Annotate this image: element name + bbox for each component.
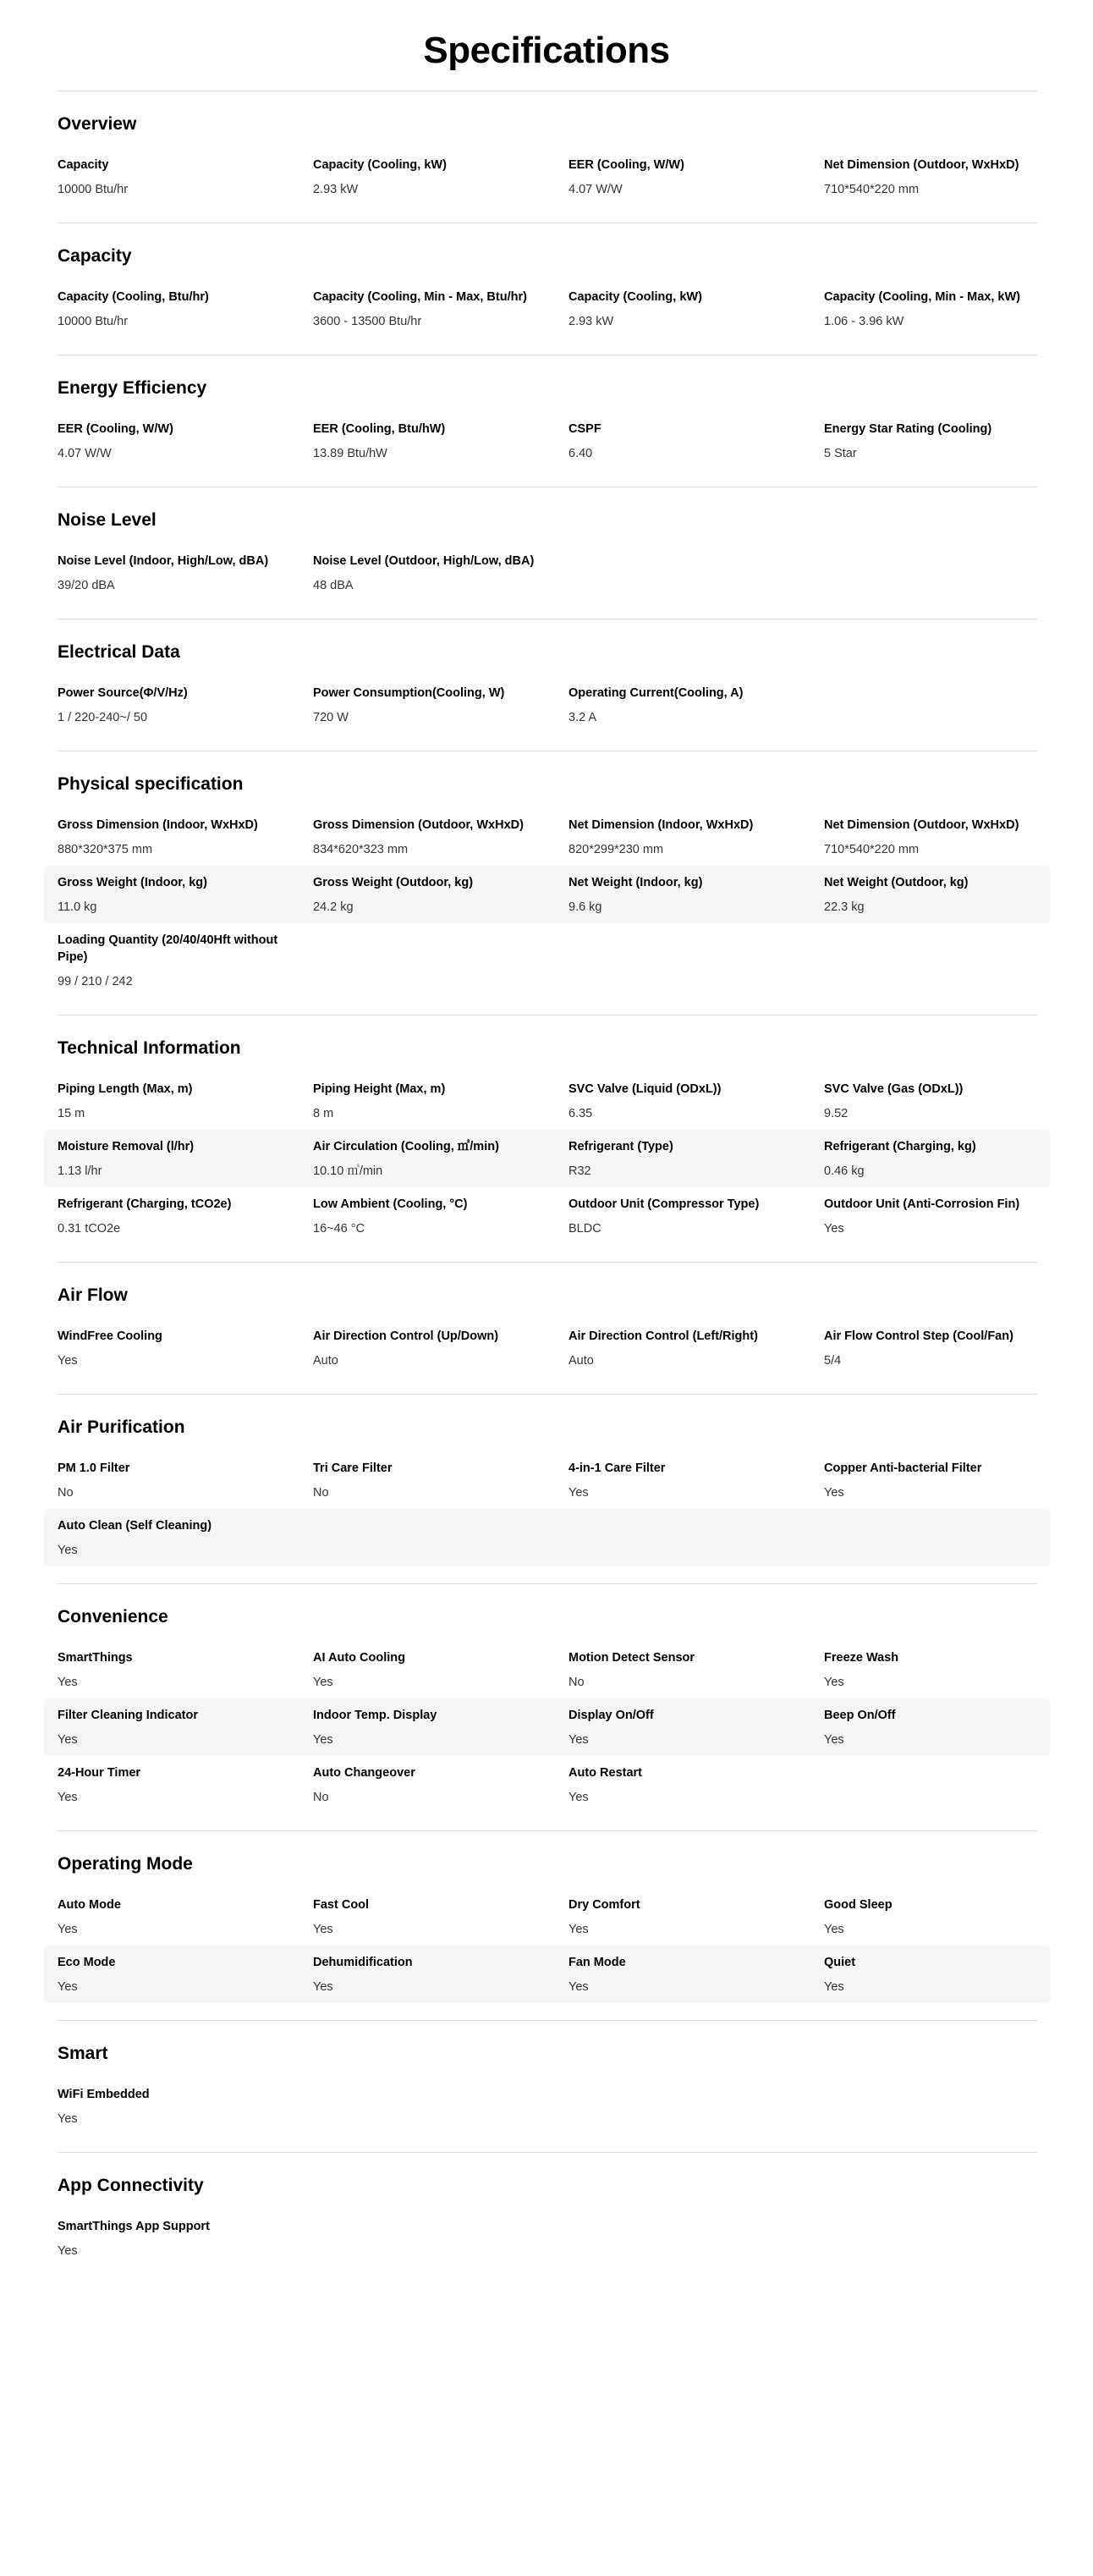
spec-label: SVC Valve (Gas (ODxL)) xyxy=(824,1082,964,1096)
spec-label: Gross Weight (Outdoor, kg) xyxy=(313,876,474,889)
spec-label: Tri Care Filter xyxy=(313,1461,393,1475)
spec-value: Yes xyxy=(58,1733,78,1747)
spec-label: Motion Detect Sensor xyxy=(568,1651,695,1665)
spec-label: Capacity (Cooling, kW) xyxy=(313,158,447,172)
spec-value: 10000 Btu/hr xyxy=(58,315,129,328)
spec-item xyxy=(568,421,824,462)
spec-section xyxy=(58,487,1037,619)
spec-item xyxy=(313,1896,568,1938)
spec-item xyxy=(568,874,824,916)
spec-item xyxy=(568,1328,824,1369)
spec-value: 13.89 Btu/hW xyxy=(313,447,387,460)
spec-value: 39/20 dBA xyxy=(58,579,115,592)
spec-item xyxy=(313,553,568,594)
spec-item xyxy=(824,1460,1079,1501)
spec-value: Yes xyxy=(824,1486,844,1500)
spec-value: 5 Star xyxy=(824,447,857,460)
spec-row xyxy=(44,280,1051,338)
spec-item xyxy=(313,1138,568,1180)
spec-label: Outdoor Unit (Anti-Corrosion Fin) xyxy=(824,1197,1020,1211)
section-title: Air Purification xyxy=(58,1417,185,1437)
spec-rows xyxy=(44,544,1051,602)
spec-value: Yes xyxy=(58,1544,78,1557)
spec-rows xyxy=(44,148,1051,206)
spec-value: Yes xyxy=(313,1923,333,1936)
spec-item xyxy=(58,289,313,330)
spec-label: Noise Level (Indoor, High/Low, dBA) xyxy=(58,554,269,568)
spec-row xyxy=(44,148,1051,206)
spec-value: BLDC xyxy=(568,1222,601,1236)
spec-value: 5/4 xyxy=(824,1354,842,1368)
spec-item xyxy=(568,1460,824,1501)
spec-value: Yes xyxy=(58,1923,78,1936)
spec-item xyxy=(568,685,824,726)
spec-row xyxy=(44,1946,1051,2003)
spec-label: Outdoor Unit (Compressor Type) xyxy=(568,1197,760,1211)
spec-value: 99 / 210 / 242 xyxy=(58,975,133,988)
section-title: Air Flow xyxy=(58,1285,128,1305)
spec-label: Refrigerant (Charging, kg) xyxy=(824,1140,976,1153)
spec-value: Yes xyxy=(824,1980,844,1994)
spec-item xyxy=(313,157,568,198)
spec-section xyxy=(58,91,1037,223)
spec-value: 22.3 kg xyxy=(824,900,865,914)
spec-value: No xyxy=(58,1486,74,1500)
spec-value: Yes xyxy=(58,1676,78,1689)
spec-row xyxy=(44,544,1051,602)
spec-rows xyxy=(44,1319,1051,1377)
spec-value: Yes xyxy=(568,1733,589,1747)
spec-value: Yes xyxy=(568,1923,589,1936)
spec-item xyxy=(568,1649,824,1691)
spec-rows xyxy=(44,412,1051,470)
spec-sections xyxy=(0,91,1093,2284)
section-title: Physical specification xyxy=(58,774,244,794)
spec-label: Net Dimension (Outdoor, WxHxD) xyxy=(824,158,1019,172)
spec-item xyxy=(568,157,824,198)
spec-item xyxy=(824,1081,1079,1122)
spec-item xyxy=(824,1196,1079,1237)
spec-value: 2.93 kW xyxy=(313,183,359,196)
spec-label: WiFi Embedded xyxy=(58,2088,150,2101)
spec-label: PM 1.0 Filter xyxy=(58,1461,130,1475)
spec-row xyxy=(44,1319,1051,1377)
spec-label: Air Circulation (Cooling, ㎥/min) xyxy=(313,1140,499,1153)
spec-value: No xyxy=(313,1791,329,1804)
spec-rows xyxy=(44,1451,1051,1566)
spec-label: Fast Cool xyxy=(313,1898,370,1912)
spec-item xyxy=(824,1896,1079,1938)
spec-value: Auto xyxy=(568,1354,594,1368)
spec-value: Yes xyxy=(824,1676,844,1689)
spec-item xyxy=(313,874,568,916)
spec-label: Net Weight (Outdoor, kg) xyxy=(824,876,969,889)
spec-value: R32 xyxy=(568,1164,591,1178)
spec-label: Indoor Temp. Display xyxy=(313,1709,437,1722)
spec-item xyxy=(824,1328,1079,1369)
spec-value: Yes xyxy=(313,1733,333,1747)
spec-row xyxy=(44,866,1051,923)
spec-row xyxy=(44,1072,1051,1130)
spec-value: Yes xyxy=(313,1676,333,1689)
spec-rows xyxy=(44,676,1051,734)
spec-row xyxy=(44,808,1051,866)
spec-value: Yes xyxy=(824,1733,844,1747)
spec-item xyxy=(824,1138,1079,1180)
spec-row xyxy=(44,1130,1051,1187)
spec-rows xyxy=(44,2078,1051,2135)
spec-value: 834*620*323 mm xyxy=(313,843,409,856)
page-title: Specifications xyxy=(423,30,670,71)
spec-label: Auto Restart xyxy=(568,1766,643,1780)
spec-item xyxy=(824,157,1079,198)
spec-item xyxy=(568,1764,824,1806)
section-title: Energy Efficiency xyxy=(58,378,207,398)
spec-value: Yes xyxy=(58,2112,78,2126)
spec-label: Loading Quantity (20/40/40Hft without Pipe) xyxy=(58,933,278,964)
spec-item xyxy=(58,874,313,916)
spec-section xyxy=(58,2020,1037,2152)
spec-label: Gross Weight (Indoor, kg) xyxy=(58,876,207,889)
spec-item xyxy=(58,1196,313,1237)
section-title: Capacity xyxy=(58,246,132,266)
spec-label: Good Sleep xyxy=(824,1898,893,1912)
spec-value: 0.31 tCO2e xyxy=(58,1222,121,1236)
spec-label: Power Consumption(Cooling, W) xyxy=(313,686,505,700)
spec-label: Net Weight (Indoor, kg) xyxy=(568,876,703,889)
spec-section xyxy=(58,355,1037,487)
spec-row xyxy=(44,1698,1051,1756)
spec-row xyxy=(44,1509,1051,1566)
spec-section xyxy=(58,1262,1037,1394)
spec-row xyxy=(44,2210,1051,2267)
spec-value: 710*540*220 mm xyxy=(824,843,920,856)
section-title: Operating Mode xyxy=(58,1854,193,1874)
spec-label: Power Source(Φ/V/Hz) xyxy=(58,686,188,700)
section-title: Convenience xyxy=(58,1607,168,1627)
section-title: App Connectivity xyxy=(58,2176,204,2195)
spec-item xyxy=(824,874,1079,916)
spec-item xyxy=(568,1196,824,1237)
spec-row xyxy=(44,676,1051,734)
spec-value: Yes xyxy=(568,1486,589,1500)
spec-rows xyxy=(44,808,1051,998)
spec-item xyxy=(568,817,824,858)
spec-label: Air Direction Control (Left/Right) xyxy=(568,1329,758,1343)
spec-label: Piping Height (Max, m) xyxy=(313,1082,446,1096)
spec-label: Fan Mode xyxy=(568,1956,626,1969)
spec-item xyxy=(58,1896,313,1938)
spec-item xyxy=(568,1954,824,1995)
spec-item xyxy=(568,1896,824,1938)
spec-label: 24-Hour Timer xyxy=(58,1766,141,1780)
spec-label: Refrigerant (Type) xyxy=(568,1140,673,1153)
spec-label: Gross Dimension (Outdoor, WxHxD) xyxy=(313,818,524,832)
spec-item xyxy=(58,553,313,594)
spec-item xyxy=(313,1328,568,1369)
spec-item xyxy=(313,1460,568,1501)
spec-section xyxy=(58,1583,1037,1830)
spec-item xyxy=(824,289,1079,330)
spec-value: 4.07 W/W xyxy=(568,183,623,196)
spec-item xyxy=(824,1954,1079,1995)
spec-section xyxy=(58,1830,1037,2020)
spec-item xyxy=(58,1328,313,1369)
spec-label: Capacity (Cooling, kW) xyxy=(568,290,702,304)
spec-label: Capacity (Cooling, Min - Max, kW) xyxy=(824,290,1021,304)
spec-item xyxy=(58,2086,313,2127)
spec-label: Filter Cleaning Indicator xyxy=(58,1709,198,1722)
section-title: Technical Information xyxy=(58,1038,241,1058)
spec-value: 9.6 kg xyxy=(568,900,602,914)
spec-item xyxy=(313,817,568,858)
spec-label: Gross Dimension (Indoor, WxHxD) xyxy=(58,818,258,832)
spec-row xyxy=(44,1187,1051,1245)
spec-item xyxy=(313,1764,568,1806)
section-title: Electrical Data xyxy=(58,642,180,662)
spec-item xyxy=(313,1649,568,1691)
spec-item xyxy=(58,932,313,990)
spec-value: 10.10 ㎥/min xyxy=(313,1164,383,1178)
spec-value: 1.06 - 3.96 kW xyxy=(824,315,904,328)
spec-item xyxy=(58,685,313,726)
spec-row xyxy=(44,1756,1051,1814)
spec-label: Dehumidification xyxy=(313,1956,413,1969)
spec-value: Yes xyxy=(58,1980,78,1994)
spec-label: Quiet xyxy=(824,1956,856,1969)
spec-item xyxy=(313,685,568,726)
spec-row xyxy=(44,1641,1051,1698)
spec-value: Yes xyxy=(568,1980,589,1994)
spec-item xyxy=(824,817,1079,858)
spec-value: 10000 Btu/hr xyxy=(58,183,129,196)
spec-item xyxy=(824,1649,1079,1691)
spec-label: Air Flow Control Step (Cool/Fan) xyxy=(824,1329,1013,1343)
spec-value: 48 dBA xyxy=(313,579,354,592)
spec-value: 3600 - 13500 Btu/hr xyxy=(313,315,422,328)
spec-label: Capacity (Cooling, Btu/hr) xyxy=(58,290,209,304)
spec-value: No xyxy=(313,1486,329,1500)
spec-value: Yes xyxy=(568,1791,589,1804)
spec-value: 1.13 l/hr xyxy=(58,1164,102,1178)
spec-label: Piping Length (Max, m) xyxy=(58,1082,193,1096)
spec-rows xyxy=(44,1072,1051,1245)
spec-label: Display On/Off xyxy=(568,1709,654,1722)
spec-value: 9.52 xyxy=(824,1107,849,1120)
spec-section xyxy=(58,2152,1037,2284)
spec-value: Yes xyxy=(58,1791,78,1804)
spec-rows xyxy=(44,1888,1051,2003)
spec-item xyxy=(824,1707,1079,1748)
spec-label: Dry Comfort xyxy=(568,1898,640,1912)
spec-label: SmartThings App Support xyxy=(58,2220,210,2233)
section-title: Noise Level xyxy=(58,510,157,530)
spec-value: 8 m xyxy=(313,1107,334,1120)
spec-value: 1 / 220-240~/ 50 xyxy=(58,711,148,724)
spec-label: Eco Mode xyxy=(58,1956,116,1969)
spec-value: 4.07 W/W xyxy=(58,447,112,460)
spec-value: Yes xyxy=(58,1354,78,1368)
spec-label: Operating Current(Cooling, A) xyxy=(568,686,744,700)
spec-label: EER (Cooling, Btu/hW) xyxy=(313,422,446,436)
spec-label: Refrigerant (Charging, tCO2e) xyxy=(58,1197,232,1211)
spec-value: 820*299*230 mm xyxy=(568,843,664,856)
spec-section xyxy=(58,751,1037,1015)
spec-label: Auto Changeover xyxy=(313,1766,415,1780)
spec-value: No xyxy=(568,1676,585,1689)
spec-label: Beep On/Off xyxy=(824,1709,896,1722)
spec-item xyxy=(58,1460,313,1501)
spec-value: 11.0 kg xyxy=(58,900,97,914)
spec-label: Air Direction Control (Up/Down) xyxy=(313,1329,499,1343)
spec-label: Noise Level (Outdoor, High/Low, dBA) xyxy=(313,554,535,568)
spec-item xyxy=(58,1081,313,1122)
spec-item xyxy=(58,2218,313,2260)
spec-value: 24.2 kg xyxy=(313,900,354,914)
spec-value: Yes xyxy=(824,1923,844,1936)
spec-section xyxy=(58,1015,1037,1262)
spec-item xyxy=(58,817,313,858)
spec-item xyxy=(313,421,568,462)
spec-label: Moisture Removal (l/hr) xyxy=(58,1140,195,1153)
spec-value: 880*320*375 mm xyxy=(58,843,153,856)
spec-item xyxy=(313,289,568,330)
spec-value: 0.46 kg xyxy=(824,1164,865,1178)
spec-item xyxy=(58,1649,313,1691)
spec-item xyxy=(58,421,313,462)
spec-value: 3.2 A xyxy=(568,711,597,724)
spec-label: 4-in-1 Care Filter xyxy=(568,1461,666,1475)
spec-row xyxy=(44,1888,1051,1946)
spec-value: Yes xyxy=(58,2244,78,2258)
spec-item xyxy=(313,1081,568,1122)
spec-section xyxy=(58,223,1037,355)
spec-value: 710*540*220 mm xyxy=(824,183,920,196)
spec-item xyxy=(58,1954,313,1995)
spec-label: Energy Star Rating (Cooling) xyxy=(824,422,992,436)
spec-label: Net Dimension (Outdoor, WxHxD) xyxy=(824,818,1019,832)
spec-item xyxy=(58,1707,313,1748)
spec-rows xyxy=(44,280,1051,338)
spec-item xyxy=(58,1764,313,1806)
spec-item xyxy=(568,289,824,330)
spec-item xyxy=(58,1138,313,1180)
spec-label: EER (Cooling, W/W) xyxy=(58,422,173,436)
spec-item xyxy=(568,1707,824,1748)
spec-label: SVC Valve (Liquid (ODxL)) xyxy=(568,1082,722,1096)
spec-label: Auto Clean (Self Cleaning) xyxy=(58,1519,212,1533)
spec-value: 6.40 xyxy=(568,447,593,460)
spec-rows xyxy=(44,1641,1051,1814)
spec-row xyxy=(44,923,1051,998)
spec-label: Auto Mode xyxy=(58,1898,121,1912)
spec-row xyxy=(44,2078,1051,2135)
spec-item xyxy=(824,421,1079,462)
spec-value: 2.93 kW xyxy=(568,315,614,328)
spec-value: Auto xyxy=(313,1354,338,1368)
spec-value: 720 W xyxy=(313,711,349,724)
spec-label: WindFree Cooling xyxy=(58,1329,162,1343)
spec-section xyxy=(58,619,1037,751)
spec-value: 6.35 xyxy=(568,1107,593,1120)
spec-item xyxy=(58,1517,313,1559)
spec-item xyxy=(313,1954,568,1995)
spec-label: Freeze Wash xyxy=(824,1651,899,1665)
spec-label: SmartThings xyxy=(58,1651,133,1665)
spec-label: Capacity xyxy=(58,158,109,172)
spec-label: Low Ambient (Cooling, °C) xyxy=(313,1197,468,1211)
spec-item xyxy=(313,1196,568,1237)
spec-label: AI Auto Cooling xyxy=(313,1651,405,1665)
spec-item xyxy=(313,1707,568,1748)
spec-row xyxy=(44,412,1051,470)
spec-value: 16~46 °C xyxy=(313,1222,365,1236)
spec-label: Capacity (Cooling, Min - Max, Btu/hr) xyxy=(313,290,527,304)
spec-label: Net Dimension (Indoor, WxHxD) xyxy=(568,818,754,832)
spec-value: Yes xyxy=(313,1980,333,1994)
spec-item xyxy=(568,1081,824,1122)
section-title: Smart xyxy=(58,2044,108,2063)
spec-value: 15 m xyxy=(58,1107,85,1120)
spec-item xyxy=(58,157,313,198)
spec-label: EER (Cooling, W/W) xyxy=(568,158,684,172)
spec-rows xyxy=(44,2210,1051,2267)
spec-label: Copper Anti-bacterial Filter xyxy=(824,1461,982,1475)
spec-value: Yes xyxy=(824,1222,844,1236)
spec-label: CSPF xyxy=(568,422,601,436)
spec-item xyxy=(568,1138,824,1180)
section-title: Overview xyxy=(58,114,137,134)
spec-row xyxy=(44,1451,1051,1509)
spec-section xyxy=(58,1394,1037,1583)
